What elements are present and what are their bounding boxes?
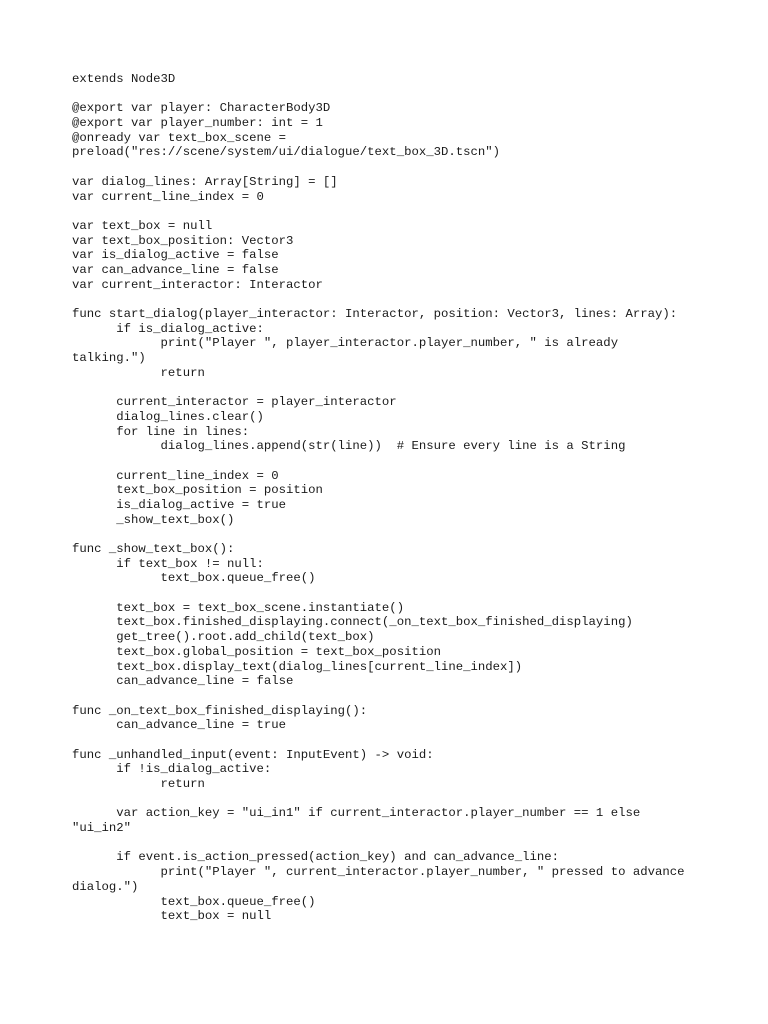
code-line: @onready var text_box_scene = (72, 130, 287, 145)
code-line: @export var player_number: int = 1 (72, 116, 323, 131)
code-line (72, 292, 712, 307)
code-line: var current_line_index = 0 (72, 189, 264, 204)
code-line: text_box = null (72, 909, 272, 924)
code-line: text_box_position = position (72, 483, 323, 498)
code-line: return (72, 777, 205, 791)
code-line (72, 454, 712, 469)
code-line: func _show_text_box(): (72, 542, 235, 556)
code-line: text_box = text_box_scene.instantiate() (72, 600, 405, 615)
code-line: text_box.queue_free() (72, 894, 316, 909)
code-line: is_dialog_active = true (72, 497, 287, 512)
code-line (72, 87, 712, 102)
code-line: text_box.queue_free() (72, 571, 316, 586)
code-line: current_interactor = player_interactor (72, 395, 397, 410)
code-line: var dialog_lines: Array[String] = [] (72, 174, 338, 189)
code-listing (72, 72, 712, 924)
code-line: current_line_index = 0 (72, 468, 279, 483)
code-line: dialog.") (72, 879, 139, 894)
code-line: preload("res://scene/system/ui/dialogue/text_box_3D.tscn") (72, 145, 501, 160)
code-line (72, 204, 712, 219)
code-line (72, 160, 712, 175)
code-line: @export var player: CharacterBody3D (72, 101, 331, 116)
code-line (72, 380, 712, 395)
code-line (72, 527, 712, 542)
code-line (72, 586, 712, 601)
code-line: var current_interactor: Interactor (72, 277, 323, 292)
code-line: print("Player ", current_interactor.player_number, " pressed to advance (72, 865, 685, 880)
code-line: if event.is_action_pressed(action_key) and can_advance_line: (72, 850, 560, 865)
code-line: var is_dialog_active = false (72, 248, 279, 263)
code-line (72, 836, 712, 851)
code-line: can_advance_line = true (72, 718, 287, 733)
code-line: dialog_lines.append(str(line)) # Ensure every line is a String (72, 439, 626, 454)
code-line: print("Player ", player_interactor.player_number, " is already (72, 336, 619, 351)
code-line: var text_box_position: Vector3 (72, 233, 294, 248)
code-line: get_tree().root.add_child(text_box) (72, 630, 375, 645)
code-line: var can_advance_line = false (72, 262, 279, 277)
code-line: can_advance_line = false (72, 674, 294, 689)
code-line: if !is_dialog_active: (72, 762, 272, 777)
code-line (72, 689, 712, 704)
code-line: talking.") (72, 351, 146, 366)
code-line: text_box.display_text(dialog_lines[current_line_index]) (72, 659, 523, 674)
code-line: for line in lines: (72, 424, 250, 439)
code-line: return (72, 365, 205, 380)
code-line: text_box.global_position = text_box_position (72, 644, 441, 659)
code-line: var text_box = null (72, 218, 213, 233)
code-line: _show_text_box() (72, 512, 235, 527)
code-line: func _on_text_box_finished_displaying(): (72, 703, 368, 718)
code-line: var action_key = "ui_in1" if current_interactor.player_number == 1 else (72, 806, 641, 821)
code-line: func _unhandled_input(event: InputEvent) -> void: (72, 747, 434, 762)
code-line (72, 733, 712, 748)
code-line: extends Node3D (72, 72, 176, 86)
code-line: "ui_in2" (72, 821, 132, 836)
code-line: func start_dialog(player_interactor: Interactor, position: Vector3, lines: Array): (72, 307, 678, 321)
code-line: if is_dialog_active: (72, 321, 264, 336)
code-line (72, 792, 712, 807)
code-line: dialog_lines.clear() (72, 409, 264, 424)
code-line: if text_box != null: (72, 556, 264, 571)
code-line: text_box.finished_displaying.connect(_on_text_box_finished_displaying) (72, 615, 633, 630)
